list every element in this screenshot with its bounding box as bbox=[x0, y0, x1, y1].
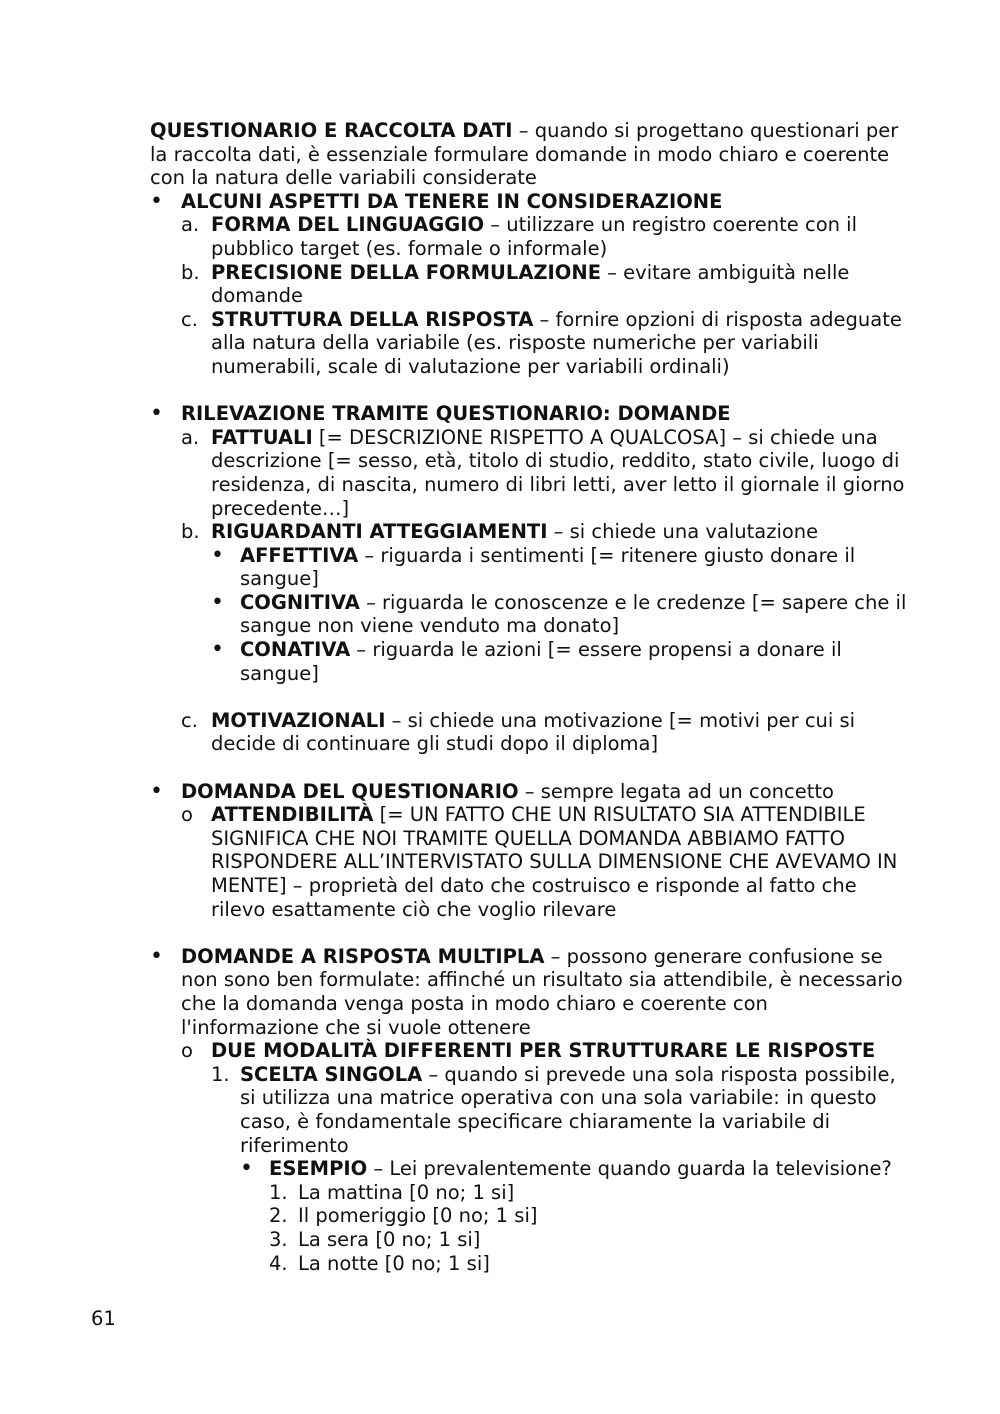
item-marker: a. bbox=[181, 213, 200, 237]
spacer bbox=[150, 685, 910, 709]
item-text: – riguarda le azioni [= essere propensi a donare il sangue] bbox=[240, 638, 842, 685]
item-text: – utilizzare un registro coerente con il pubblico target (es. formale o informale) bbox=[211, 213, 858, 260]
option-text: La notte [0 no; 1 si] bbox=[298, 1251, 490, 1275]
list-item bbox=[150, 426, 910, 520]
item-text: – riguarda le conoscenze e le credenze [= sapere che il sangue non viene venduto ma donato] bbox=[240, 590, 907, 638]
option-item bbox=[150, 1181, 910, 1205]
item-marker: 4. bbox=[269, 1251, 288, 1275]
intro-text: – quando si progettano questionari per la raccolta dati, è essenziale formulare domande in modo chiaro e coerente con la natura delle variabili considerate bbox=[150, 119, 899, 190]
item-marker: c. bbox=[181, 307, 198, 331]
item-text: – si chiede una valutazione bbox=[547, 520, 819, 544]
page-number: 61 bbox=[91, 1307, 116, 1330]
item-text: [= DESCRIZIONE RISPETTO A QUALCOSA] – si chiede una descrizione [= sesso, età, titolo di studio, reddito, stato civile, luogo di residenza, di nascita, numero di libri letti, aver letto il giornale il giorno precedente…] bbox=[211, 425, 905, 520]
section-heading: DOMANDA DEL QUESTIONARIO bbox=[181, 779, 519, 803]
item-heading: AFFETTIVA bbox=[240, 543, 359, 567]
bullet-icon: • bbox=[211, 589, 224, 615]
section-aspetti bbox=[150, 190, 910, 214]
item-text: – fornire opzioni di risposta adeguate alla natura della variabile (es. risposte numeriche per variabili numerabili, scale di valutazione per variabili ordinali) bbox=[211, 307, 902, 378]
section-heading: RILEVAZIONE TRAMITE QUESTIONARIO: DOMANDE bbox=[181, 402, 731, 426]
intro-heading: QUESTIONARIO E RACCOLTA DATI bbox=[150, 119, 513, 142]
item-heading: ATTENDIBILITÀ bbox=[211, 803, 374, 827]
bullet-icon: • bbox=[211, 542, 224, 568]
section-heading: ALCUNI ASPETTI DA TENERE IN CONSIDERAZIONE bbox=[181, 189, 723, 213]
item-marker: 1. bbox=[211, 1062, 230, 1086]
item-heading: DUE MODALITÀ DIFFERENTI PER STRUTTURARE LE RISPOSTE bbox=[211, 1039, 876, 1063]
spacer bbox=[150, 756, 910, 780]
sub-list-item bbox=[150, 638, 910, 685]
sub-list-item bbox=[150, 803, 910, 921]
bullet-icon: • bbox=[150, 188, 163, 214]
option-text: La mattina [0 no; 1 si] bbox=[298, 1180, 515, 1204]
example-item bbox=[150, 1157, 910, 1181]
item-heading: FORMA DEL LINGUAGGIO bbox=[211, 213, 485, 237]
item-marker: c. bbox=[181, 708, 198, 732]
sub-list-item bbox=[150, 591, 910, 638]
section-risposta-multipla bbox=[150, 945, 910, 1039]
option-text: Il pomeriggio [0 no; 1 si] bbox=[298, 1204, 538, 1228]
option-item bbox=[150, 1228, 910, 1252]
bullet-icon: • bbox=[150, 778, 163, 804]
list-item bbox=[150, 520, 910, 544]
item-marker: a. bbox=[181, 425, 200, 449]
circle-bullet-icon: o bbox=[181, 1039, 193, 1063]
item-text: – si chiede una motivazione [= motivi per cui si decide di continuare gli studi dopo il diploma] bbox=[211, 708, 856, 756]
spacer bbox=[150, 379, 910, 403]
bullet-icon: • bbox=[211, 637, 224, 663]
item-heading: STRUTTURA DELLA RISPOSTA bbox=[211, 307, 534, 331]
section-text: – sempre legata ad un concetto bbox=[518, 779, 834, 803]
item-text: – quando si prevede una sola risposta possibile, si utilizza una matrice operativa con una sola variabile: in questo caso, è fondamentale specificare chiaramente la variabile di riferimento bbox=[240, 1062, 896, 1157]
item-heading: ESEMPIO bbox=[269, 1157, 368, 1181]
option-item bbox=[150, 1204, 910, 1228]
item-marker: b. bbox=[181, 260, 200, 284]
item-marker: 2. bbox=[269, 1204, 288, 1228]
option-item bbox=[150, 1252, 910, 1276]
bullet-icon: • bbox=[240, 1156, 253, 1182]
item-heading: RIGUARDANTI ATTEGGIAMENTI bbox=[211, 520, 548, 544]
list-item bbox=[150, 709, 910, 756]
item-heading: SCELTA SINGOLA bbox=[240, 1062, 423, 1086]
item-heading: COGNITIVA bbox=[240, 590, 360, 614]
spacer bbox=[150, 921, 910, 945]
section-rilevazione bbox=[150, 402, 910, 426]
item-text: – evitare ambiguità nelle domande bbox=[211, 260, 850, 308]
item-marker: 3. bbox=[269, 1227, 288, 1251]
item-heading: PRECISIONE DELLA FORMULAZIONE bbox=[211, 260, 602, 284]
option-text: La sera [0 no; 1 si] bbox=[298, 1227, 481, 1251]
section-domanda bbox=[150, 780, 910, 804]
item-heading: CONATIVA bbox=[240, 638, 351, 662]
section-heading: DOMANDE A RISPOSTA MULTIPLA bbox=[181, 944, 545, 968]
item-heading: MOTIVAZIONALI bbox=[211, 708, 386, 732]
bullet-icon: • bbox=[150, 943, 163, 969]
item-text: – riguarda i sentimenti [= ritenere giusto donare il sangue] bbox=[240, 543, 856, 591]
bullet-icon: • bbox=[150, 401, 163, 427]
numbered-item bbox=[150, 1063, 910, 1157]
sub-list-item bbox=[150, 544, 910, 591]
item-marker: 1. bbox=[269, 1180, 288, 1204]
page-content bbox=[150, 119, 910, 1275]
item-heading: FATTUALI bbox=[211, 425, 313, 449]
section-text: – possono generare confusione se non sono ben formulate: affinché un risultato sia attendibile, è necessario che la domanda venga posta in modo chiaro e coerente con l'informazione che si vuole ottenere bbox=[181, 944, 903, 1039]
circle-bullet-icon: o bbox=[181, 803, 193, 827]
item-text: – Lei prevalentemente quando guarda la televisione? bbox=[367, 1157, 892, 1181]
list-item bbox=[150, 308, 910, 379]
item-marker: b. bbox=[181, 520, 200, 544]
list-item bbox=[150, 213, 910, 260]
sub-list-item bbox=[150, 1039, 910, 1063]
list-item bbox=[150, 261, 910, 308]
item-text: [= UN FATTO CHE UN RISULTATO SIA ATTENDIBILE SIGNIFICA CHE NOI TRAMITE QUELLA DOMANDA ABBIAMO FATTO RISPONDERE ALL’INTERVISTATO SULLA DIMENSIONE CHE AVEVAMO IN MENTE] – proprietà del dato che costruisco e risponde al fatto che rilevo esattamente ciò che voglio rilevare bbox=[211, 803, 898, 921]
intro-paragraph bbox=[150, 119, 910, 190]
